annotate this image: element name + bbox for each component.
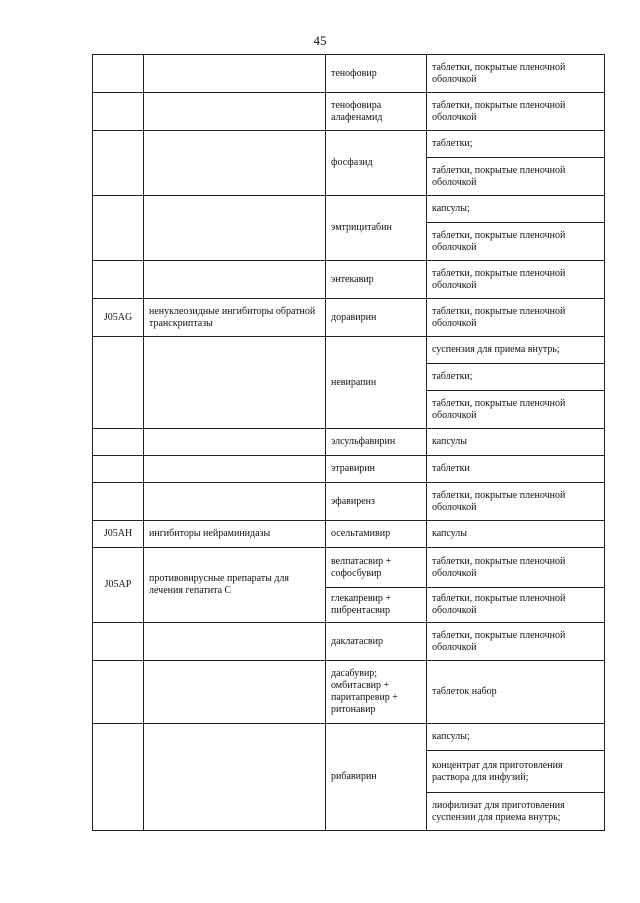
table-row [93,261,605,299]
atc-code-cell [93,337,144,429]
dosage-form-cell: таблеток набор [427,661,605,724]
drug-name-cell: даклатасвир [326,623,427,661]
group-name-cell [144,456,326,483]
drug-name-cell: велпатасвир + софосбувир [326,548,427,588]
atc-code-cell [93,483,144,521]
dosage-form-cell: таблетки, покрытые пленочной оболочкой [427,483,605,521]
group-name-cell [144,55,326,93]
dosage-form-cell: лиофилизат для приготовления суспензии для приема внутрь; [427,793,605,831]
drug-name-cell: осельтамивир [326,521,427,548]
atc-code-cell [93,93,144,131]
dosage-form-cell: капсулы [427,521,605,548]
dosage-form-cell: таблетки, покрытые пленочной оболочкой [427,588,605,623]
drug-name-cell: элсульфавирин [326,429,427,456]
table-row [93,623,605,661]
atc-code-cell [93,661,144,724]
dosage-form-cell: капсулы [427,429,605,456]
group-name-cell [144,483,326,521]
atc-code-cell [93,261,144,299]
drug-name-cell: тенофовир [326,55,427,93]
dosage-form-cell: таблетки [427,456,605,483]
dosage-form-cell: таблетки, покрытые пленочной оболочкой [427,623,605,661]
table-row [93,299,605,337]
table-row [93,131,605,158]
dosage-form-cell: таблетки, покрытые пленочной оболочкой [427,261,605,299]
table-row [93,337,605,364]
dosage-form-cell: таблетки; [427,131,605,158]
table-row [93,483,605,521]
table-row [93,548,605,588]
drug-name-cell: невирапин [326,337,427,429]
group-name-cell: ненуклеозидные ингибиторы обратной транскриптазы [144,299,326,337]
drug-name-cell: энтекавир [326,261,427,299]
page-number: 45 [313,33,327,48]
atc-code-cell: J05AP [93,548,144,623]
group-name-cell [144,661,326,724]
dosage-form-cell: таблетки, покрытые пленочной оболочкой [427,223,605,261]
atc-code-cell [93,55,144,93]
group-name-cell [144,623,326,661]
group-name-cell: ингибиторы нейраминидазы [144,521,326,548]
atc-code-cell [93,131,144,196]
dosage-form-cell: капсулы; [427,196,605,223]
drug-name-cell: глекапревир + пибрентасвир [326,588,427,623]
group-name-cell [144,429,326,456]
drug-name-cell: фосфазид [326,131,427,196]
dosage-form-cell: таблетки, покрытые пленочной оболочкой [427,158,605,196]
drug-name-cell: этравирин [326,456,427,483]
table-row [93,456,605,483]
dosage-form-cell: таблетки, покрытые пленочной оболочкой [427,391,605,429]
group-name-cell [144,196,326,261]
group-name-cell: противовирусные препараты для лечения гепатита C [144,548,326,623]
atc-code-cell [93,623,144,661]
group-name-cell [144,337,326,429]
drug-name-cell: доравирин [326,299,427,337]
drug-name-cell: эмтрицитабин [326,196,427,261]
dosage-form-cell: таблетки; [427,364,605,391]
dosage-form-cell: таблетки, покрытые пленочной оболочкой [427,93,605,131]
group-name-cell [144,93,326,131]
dosage-form-cell: капсулы; [427,724,605,751]
table-row [93,724,605,751]
atc-code-cell: J05AH [93,521,144,548]
dosage-form-cell: суспензия для приема внутрь; [427,337,605,364]
atc-code-cell [93,456,144,483]
dosage-form-cell: таблетки, покрытые пленочной оболочкой [427,299,605,337]
drug-table [92,54,605,831]
group-name-cell [144,261,326,299]
table-row [93,93,605,131]
drug-name-cell: дасабувир; омбитасвир + паритапревир + ритонавир [326,661,427,724]
table-row [93,661,605,724]
atc-code-cell [93,196,144,261]
atc-code-cell [93,429,144,456]
atc-code-cell: J05AG [93,299,144,337]
drug-name-cell: эфавиренз [326,483,427,521]
dosage-form-cell: таблетки, покрытые пленочной оболочкой [427,55,605,93]
table-row [93,521,605,548]
table-row [93,429,605,456]
table-row [93,55,605,93]
dosage-form-cell: таблетки, покрытые пленочной оболочкой [427,548,605,588]
atc-code-cell [93,724,144,831]
group-name-cell [144,131,326,196]
table-row [93,196,605,223]
drug-name-cell: рибавирин [326,724,427,831]
group-name-cell [144,724,326,831]
drug-name-cell: тенофовира алафенамид [326,93,427,131]
dosage-form-cell: концентрат для приготовления раствора для инфузий; [427,751,605,793]
